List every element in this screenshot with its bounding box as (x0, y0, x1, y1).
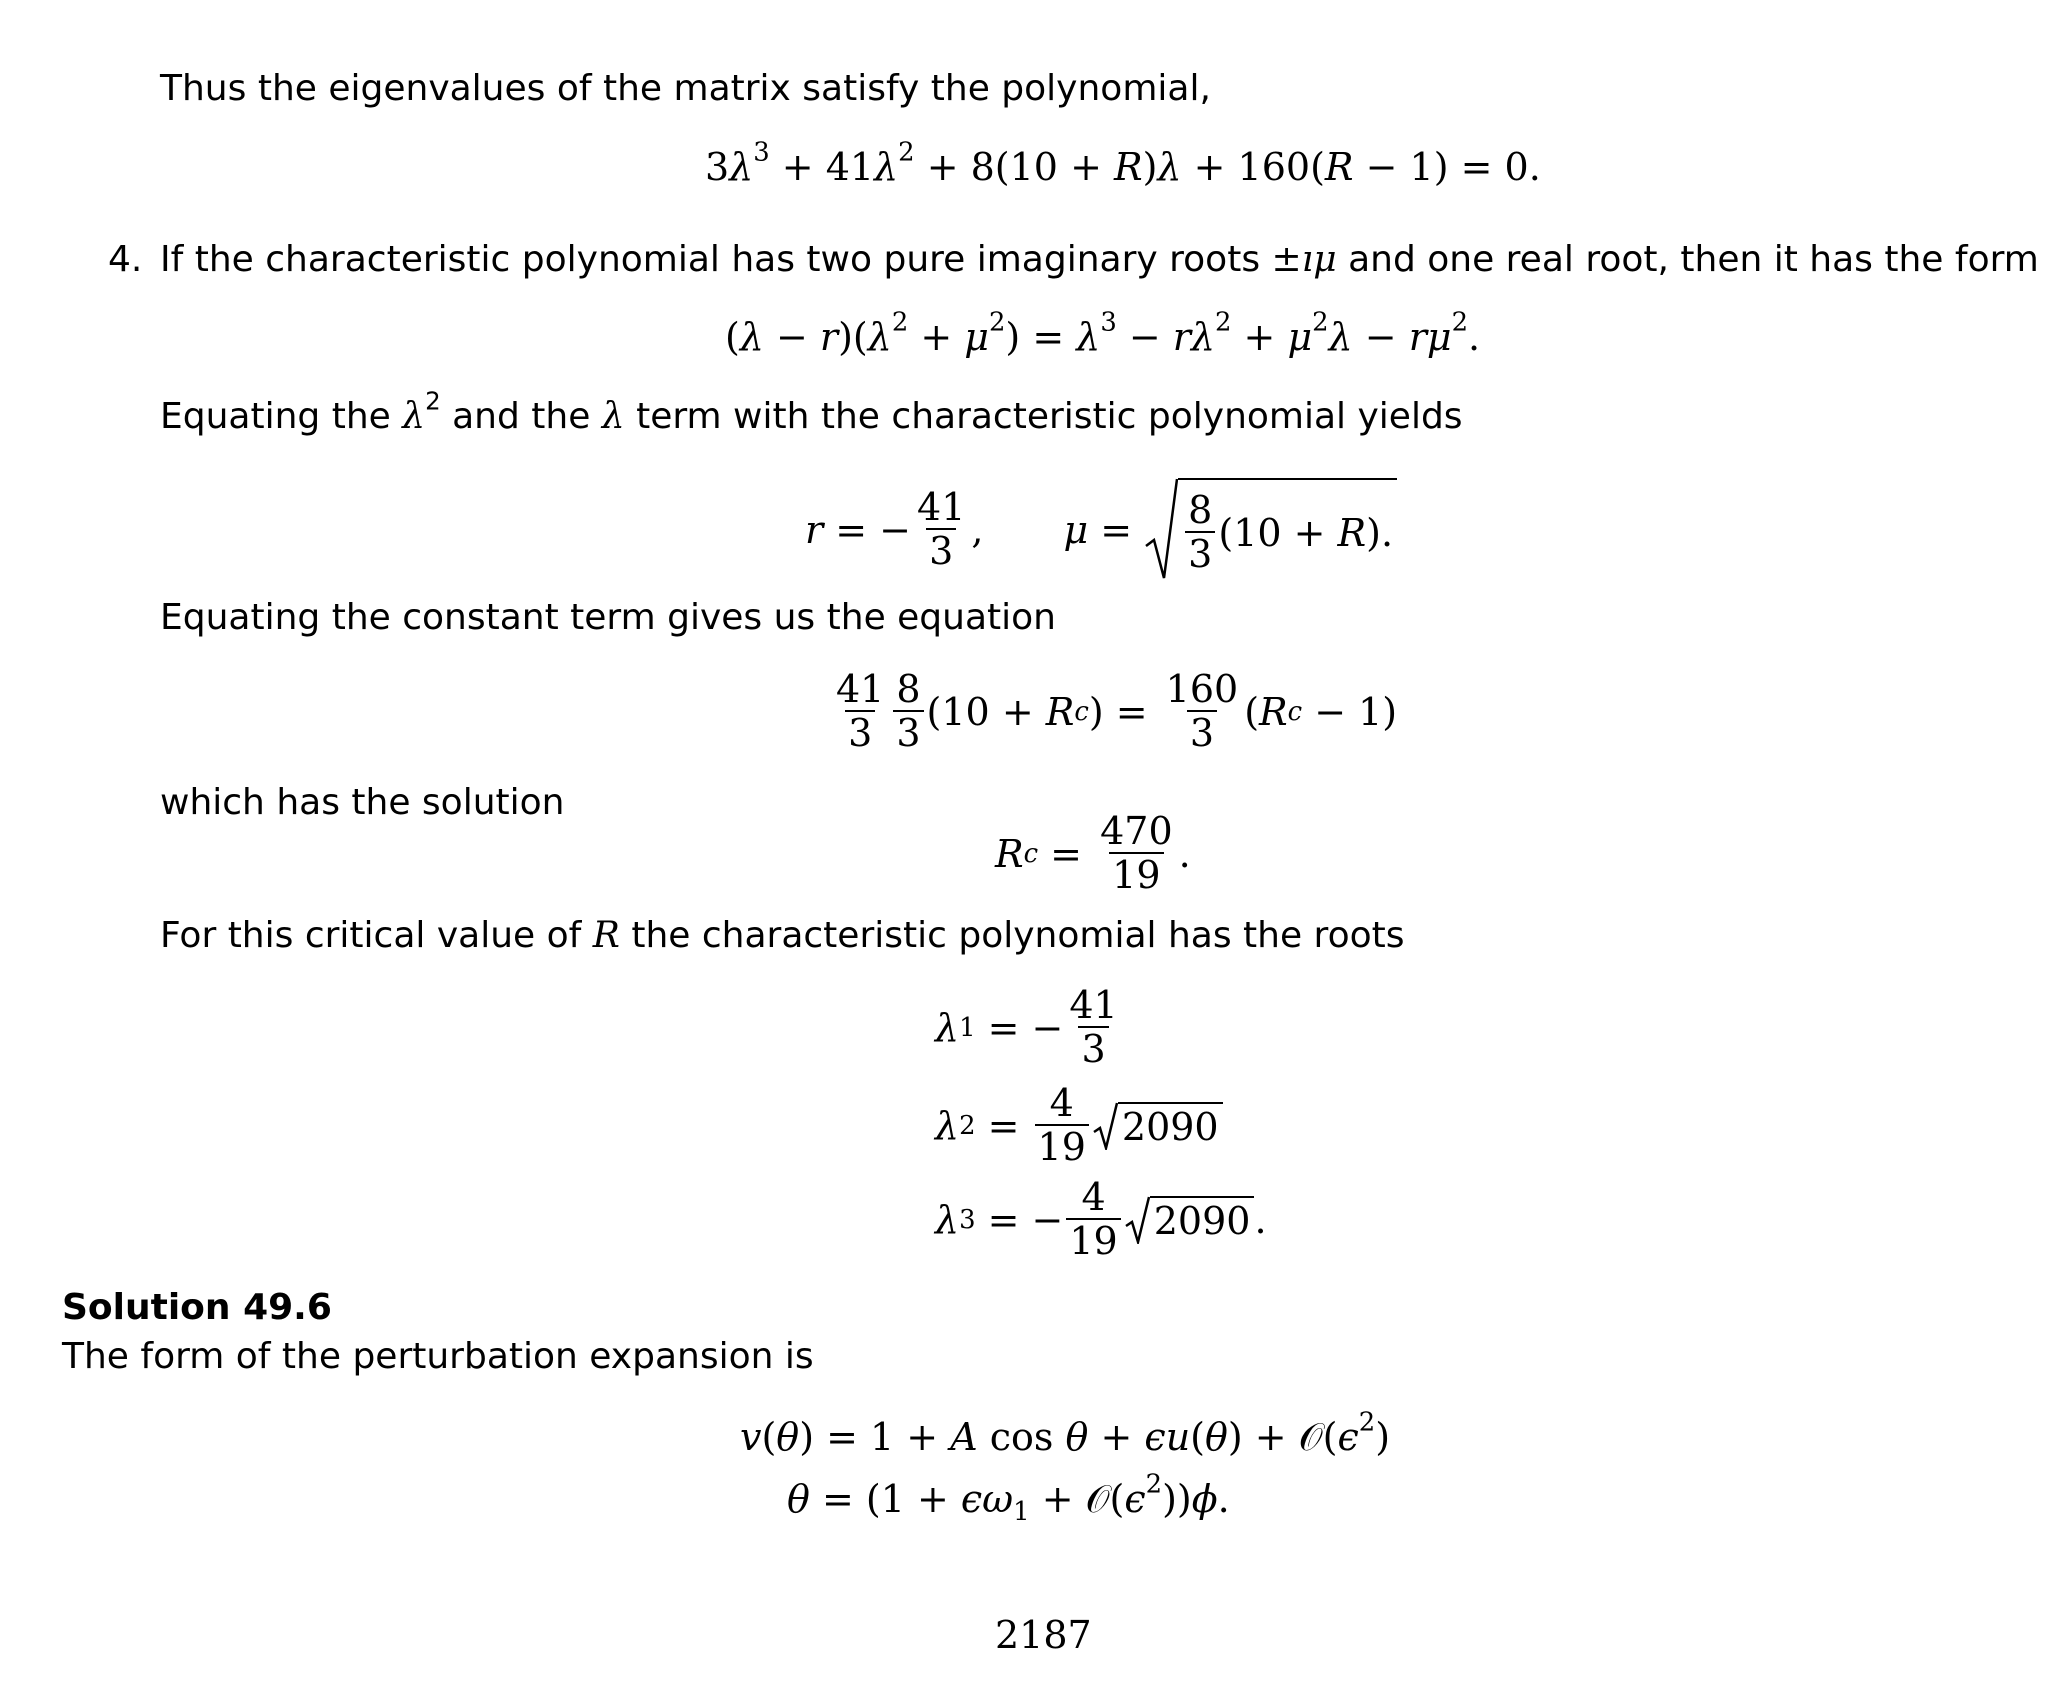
eq-root-lambda3: λ 3 = − $\frac{4}{19}$ 2090 . (935, 1175, 1267, 1263)
eq-rc-solution: R c = $\frac{470}{19}$ . (995, 809, 1191, 897)
eq-perturbation-v: v(θ) = 1 + A $\cos \theta + \epsilon u(\theta) + 𝒪(\epsilon^2)$ (740, 1407, 1391, 1459)
para-eigen-intro: Thus the eigenvalues of the matrix satisfy the polynomial, (160, 68, 1211, 109)
para-perturbation-intro: The form of the perturbation expansion is (62, 1336, 814, 1377)
item-4-text: If the characteristic polynomial has two pure imaginary roots ±ıμ and one real root, then it has the form (160, 239, 2039, 280)
para-equating-constant: Equating the constant term gives us the equation (160, 597, 1056, 638)
page-number: 2187 (995, 1613, 1092, 1657)
eq-perturbation-theta: $\theta = (1 + \epsilon\omega_1$ + $𝒪(\epsilon^2))\phi$. (787, 1469, 1230, 1527)
para-equating-lambda: Equating the $\lambda^2$ and the λ term with the characteristic polynomial yields (160, 386, 1463, 437)
solution-heading: Solution 49.6 (62, 1287, 332, 1328)
eq-r-mu: r = − $\frac{41}{3}$ , μ = $\frac{8}{3}$ ( 10 + R ). (805, 478, 1397, 582)
item-4-number: 4. (108, 239, 143, 280)
para-critical-value: For this critical value of R the characteristic polynomial has the roots (160, 915, 1405, 956)
para-which-solution: which has the solution (160, 782, 565, 823)
eq-root-lambda1: λ 1 = − $\frac{41}{3}$ (935, 983, 1118, 1071)
eq-root-lambda2: λ 2 = $\frac{4}{19}$ 2090 (935, 1084, 1223, 1168)
eq-constant-term: $\frac{41}{3}$ $\frac{8}{3}$ ( 10 + R c ) = $\frac{160}{3}$ ( R c − 1 ) (836, 667, 1398, 755)
eq-factored-form: $(\lambda - r)(\lambda^2 + \mu^2) = \lambda^3 - r\lambda^2 + \mu^2\lambda - r\mu^2$. (725, 307, 1481, 359)
eq-characteristic-polynomial: $3\lambda^3 + 41\lambda^2 + 8(10 + R)\lambda + 160(R - 1) = 0$. (705, 137, 1541, 189)
